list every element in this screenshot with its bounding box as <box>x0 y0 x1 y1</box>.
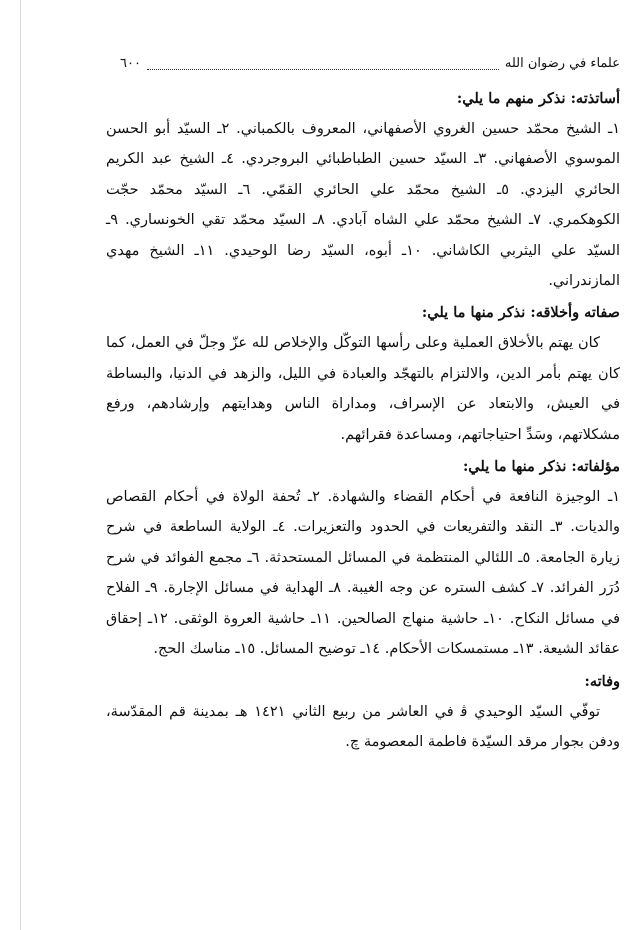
running-header <box>120 52 620 76</box>
traits-paragraph: كان يهتم بالأخلاق العملية وعلى رأسها التوكّل والإخلاص لله عزّ وجلّ في العمل، كما كان يهتم بأمر الدين، والالتزام بالتهجّد والعبادة في الليل، والزهد في الدنيا، والبساطة في العيش، والابتعاد عن الإسراف، ومداراة الناس وهدايتهم وإرشادهم، ورفع مشكلاتهم، وسَدِّ احتياجاتهم، ومساعدة فقرائهم. <box>106 335 620 443</box>
works-paragraph: ١ـ الوجيزة النافعة في أحكام القضاء والشهادة. ٢ـ تُحفة الولاة في أحكام القصاص والديات. ٣ـ النقد والتفريعات في الحدود والتعزيرات. ٤ـ الولاية الساطعة في شرح زيارة الجامعة. ٥ـ اللئالي المنتظمة في المسائل المستحدثة. ٦ـ مجمع الفوائد في شرح دُرَر الفرائد. ٧ـ كشف الستره عن وجه الغيبة. ٨ـ الهداية في مسائل الإجارة. ٩ـ الفلاح في مسائل النكاح. ١٠ـ حاشية منهاج الصالحين. ١١ـ حاشية العروة الوثقى. ١٢ـ إحقاق عقائد الشيعة. ١٣ـ مستمسكات الأحكام. ١٤ـ توضيح المسائل. ١٥ـ مناسك الحج. <box>106 489 620 658</box>
scan-gutter-line <box>20 0 21 930</box>
death-paragraph: توفّي السيّد الوحيدي ﭬ في العاشر من ربيع الثاني ١٤٢١ هـ بمدينة قم المقدّسة، ودفن بجوار مرقد السيّدة فاطمة المعصومة ﭺ. <box>106 703 620 750</box>
death-heading: وفاته: <box>584 672 620 690</box>
leader-dots <box>147 69 499 70</box>
traits-heading: صفاته وأخلاقه: نذكر منها ما يلي: <box>421 304 620 322</box>
teachers-heading: أساتذته: نذكر منهم ما يلي: <box>456 90 620 107</box>
teachers-paragraph: ١ـ الشيخ محمّد حسين الغروي الأصفهاني، المعروف بالكمباني. ٢ـ السيّد أبو الحسن الموسوي الأصفهاني. ٣ـ السيّد حسين الطباطبائي البروجردي. ٤ـ الشيخ عبد الكريم الحائري اليزدي. ٥ـ الشيخ محمّد علي الحائري القمّي. ٦ـ السيّد محمّد حجّت الكوهكمري. ٧ـ الشيخ محمّد علي الشاه آبادي. ٨ـ السيّد محمّد تقي الخونساري. ٩ـ السيّد علي اليثربي الكاشاني. ١٠ـ أبوه، السيّد رضا الوحيدي. ١١ـ الشيخ مهدي المازندراني. <box>106 121 620 290</box>
running-title: علماء في رضوان الله <box>504 56 620 71</box>
page-number: ٦٠٠ <box>120 56 141 71</box>
works-heading: مؤلفاته: نذكر منها ما يلي: <box>462 458 620 476</box>
page-body <box>106 84 620 757</box>
